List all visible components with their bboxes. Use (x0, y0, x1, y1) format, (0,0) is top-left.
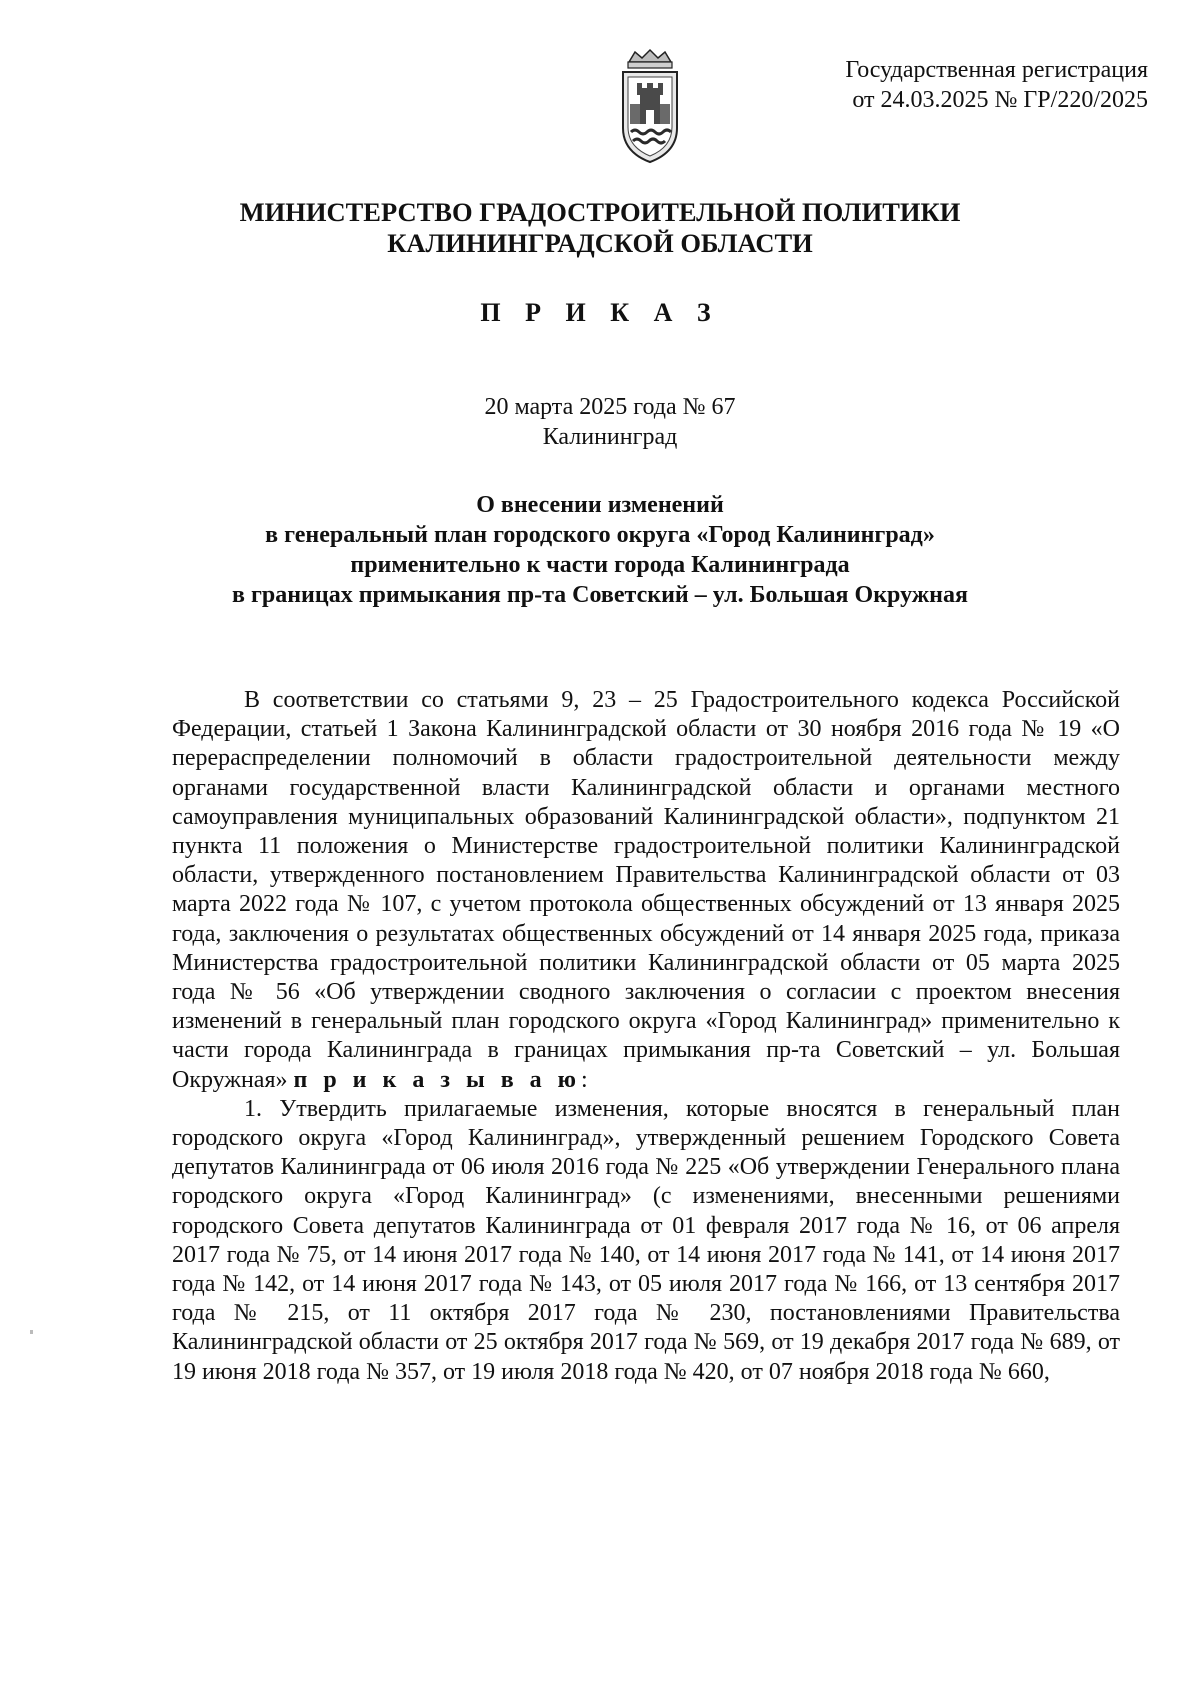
scan-artifact (30, 1330, 33, 1334)
ministry-name (140, 197, 1060, 259)
order-date: 20 марта 2025 года № 67 (484, 394, 736, 420)
ministry-name-line2: КАЛИНИНГРАДСКОЙ ОБЛАСТИ (387, 228, 813, 258)
preamble-paragraph (172, 686, 1120, 1095)
order-subject (160, 490, 1040, 610)
ministry-name-line1: МИНИСТЕРСТВО ГРАДОСТРОИТЕЛЬНОЙ ПОЛИТИКИ (239, 197, 961, 227)
subject-line1: О внесении изменений (476, 492, 724, 518)
registration-stamp (768, 55, 1148, 115)
item-1-paragraph: 1. Утвердить прилагаемые изменения, которые вносятся в генеральный план городского округа «Город Калининград», утвержденный решением Городского Совета депутатов Калининграда от 06 июля 2016 года № 225 «Об утверждении Генерального плана городского округа «Город Калининград» (с изменениями, внесенными решениями городского Совета депутатов Калининграда от 01 февраля 2017 года № 16, от 06 апреля 2017 года № 75, от 14 июня 2017 года № 140, от 14 июня 2017 года № 141, от 14 июня 2017 года № 142, от 14 июня 2017 года № 143, от 05 июля 2017 года № 166, от 13 сентября 2017 года № 215, от 11 октября 2017 года № 230, постановлениями Правительства Калининградской области от 25 октября 2017 года № 569, от 19 декабря 2017 года № 689, от 19 июня 2018 года № 357, от 19 июля 2018 года № 420, от 07 ноября 2018 года № 660, (172, 1095, 1120, 1385)
kaliningrad-coat-of-arms-icon (615, 48, 685, 166)
order-title: П Р И К А З (480, 298, 720, 327)
order-verb: п р и к а з ы в а ю (293, 1066, 581, 1093)
subject-line3: применительно к части города Калининграда (350, 552, 850, 578)
preamble-text: В соответствии со статьями 9, 23 – 25 Градостроительного кодекса Российской Федерации, статьей 1 Закона Калининградской области от 30 ноября 2016 года № 19 «О перераспределении полномочий в области градостроительной деятельности между органами государственной власти Калининградской области и органами местного самоуправления муниципальных образований Калининградской области», подпунктом 21 пункта 11 положения о Министерстве градостроительной политики Калининградской области, утвержденного постановлением Правительства Калининградской области от 03 марта 2022 года № 107, с учетом протокола общественных обсуждений от 13 января 2025 года, заключения о результатах общественных обсуждений от 14 января 2025 года, приказа Министерства градостроительной политики Калининградской области от 05 марта 2025 года № 56 «Об утверждении сводного заключения о согласии с проектом внесения изменений в генеральный план городского округа «Город Калининград» применительно к части города Калининграда в границах примыкания пр-та Советский – ул. Большая Окружная» (172, 687, 1120, 1093)
order-date-block (435, 392, 785, 452)
registration-label: Государственная регистрация (845, 57, 1148, 83)
order-body (172, 686, 1120, 1387)
registration-number: от 24.03.2025 № ГР/220/2025 (852, 87, 1148, 113)
preamble-colon: : (581, 1066, 588, 1093)
subject-line2: в генеральный план городского округа «Город Калининград» (265, 522, 935, 548)
order-city: Калининград (542, 424, 678, 450)
subject-line4: в границах примыкания пр-та Советский – ул. Большая Окружная (232, 582, 968, 608)
